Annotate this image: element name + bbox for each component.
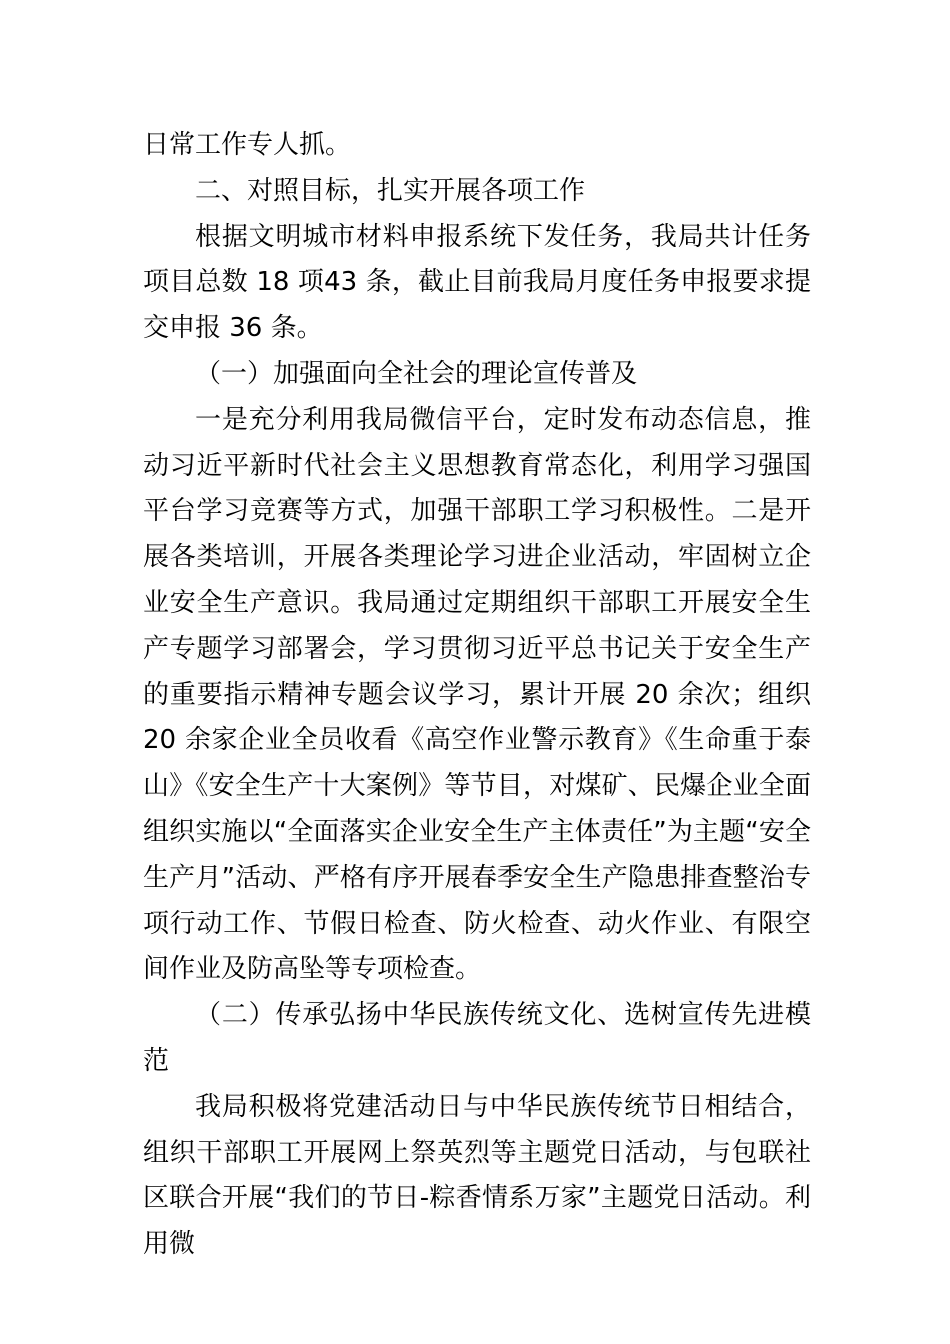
document-body (143, 123, 811, 1268)
paragraph-continuation: 日常工作专人抓。 (143, 130, 352, 160)
paragraph-theory-publicity: 一是充分利用我局微信平台，定时发布动态信息，推动习近平新时代社会主义思想教育常态化，利用学习强国平台学习竞赛等方式，加强干部职工学习积极性。二是开展各类培训，开展各类理论学习进企业活动，牢固树立企业安全生产意识。我局通过定期组织干部职工开展安全生产专题学习部署会，学习贯彻习近平总书记关于安全生产的重要指示精神专题会议学习，累计开展 20 余次；组织 20 余家企业全员收看《高空作业警示教育》《生命重于泰山》《安全生产十大案例》等节目，对煤矿、民爆企业全面组织实施以“全面落实企业安全生产主体责任”为主题“安全生产月”活动、严格有序开展春季安全生产隐患排查整治专项行动工作、节假日检查、防火检查、动火作业、有限空间作业及防高坠等专项检查。 (143, 404, 811, 985)
paragraph-task-summary: 根据文明城市材料申报系统下发任务，我局共计任务项目总数 18 项43 条，截止目前我局月度任务申报要求提交申报 36 条。 (143, 221, 811, 344)
section-heading-2: 二、对照目标，扎实开展各项工作 (195, 175, 586, 206)
subsection-heading-2: （二）传承弘扬中华民族传统文化、选树宣传先进模范 (143, 1000, 811, 1076)
subsection-heading-1: （一）加强面向全社会的理论宣传普及 (195, 358, 638, 389)
paragraph-traditional-culture: 我局积极将党建活动日与中华民族传统节日相结合，组织干部职工开展网上祭英烈等主题党日活动，与包联社区联合开展“我们的节日-粽香情系万家”主题党日活动。利用微 (143, 1091, 811, 1260)
